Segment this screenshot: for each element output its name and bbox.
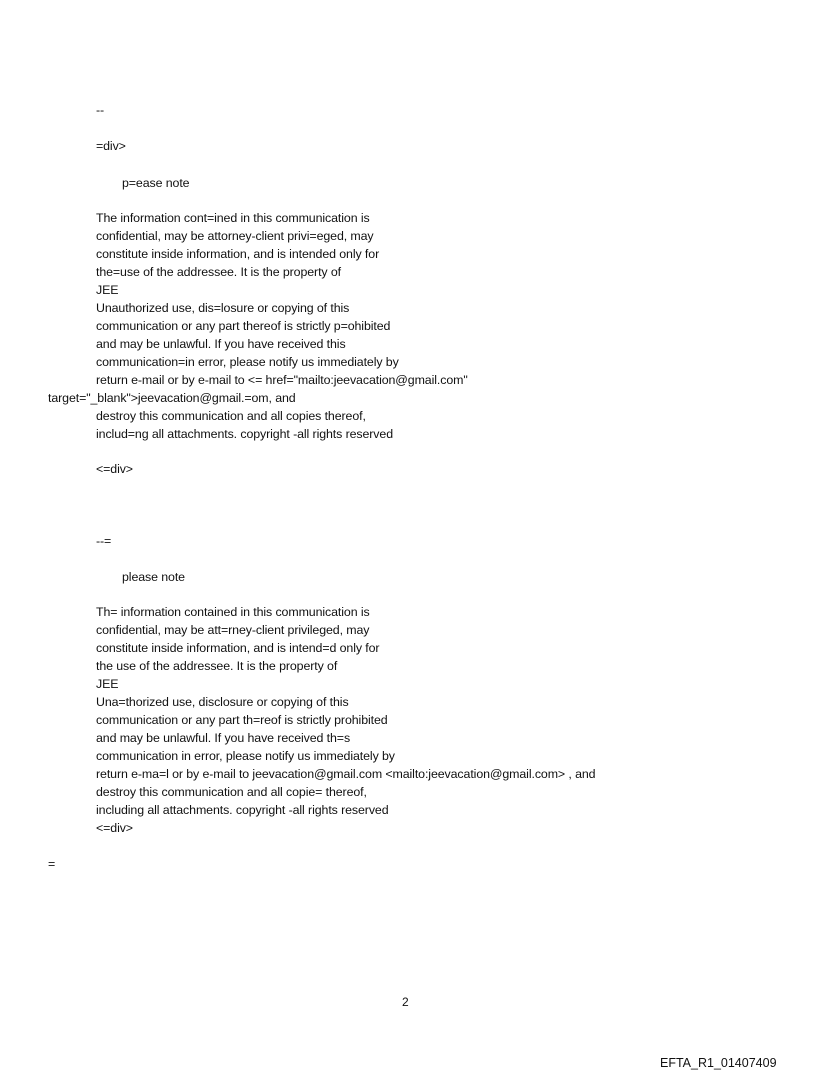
text-line: target="_blank">jeevacation@gmail.=om, and	[48, 391, 296, 405]
text-line: Unauthorized use, dis=losure or copying of this	[96, 301, 350, 315]
text-line: return e-mail or by e-mail to <= href="mailto:jeevacation@gmail.com"	[96, 373, 468, 387]
text-line: and may be unlawful. If you have received th=s	[96, 731, 351, 745]
text-line: return e-ma=l or by e-mail to jeevacation@gmail.com <mailto:jeevacation@gmail.com> , and	[96, 767, 596, 781]
text-line: destroy this communication and all copie= thereof,	[96, 785, 367, 799]
text-line: confidential, may be attorney-client privi=eged, may	[96, 229, 374, 243]
text-line: The information cont=ined in this communication is	[96, 211, 370, 225]
text-line: and may be unlawful. If you have received this	[96, 337, 346, 351]
text-line: Th= information contained in this communication is	[96, 605, 370, 619]
text-line: please note	[122, 570, 185, 584]
text-line: destroy this communication and all copies thereof,	[96, 409, 366, 423]
text-line: JEE	[96, 677, 119, 691]
text-line: JEE	[96, 283, 119, 297]
text-line: the use of the addressee. It is the property of	[96, 659, 338, 673]
text-line: <=div>	[96, 462, 133, 476]
text-line: --	[96, 103, 105, 117]
text-line: confidential, may be att=rney-client privileged, may	[96, 623, 370, 637]
text-line: =div>	[96, 139, 126, 153]
page-number: 2	[402, 995, 409, 1009]
text-line: communication or any part thereof is strictly p=ohibited	[96, 319, 391, 333]
text-line: <=div>	[96, 821, 133, 835]
text-line: communication=in error, please notify us immediately by	[96, 355, 399, 369]
text-line: p=ease note	[122, 176, 190, 190]
text-line: the=use of the addressee. It is the property of	[96, 265, 341, 279]
text-line: constitute inside information, and is intended only for	[96, 247, 380, 261]
text-line: includ=ng all attachments. copyright -all rights reserved	[96, 427, 393, 441]
text-line: communication in error, please notify us immediately by	[96, 749, 395, 763]
text-line: =	[48, 857, 56, 871]
text-line: --=	[96, 534, 112, 548]
text-line: Una=thorized use, disclosure or copying of this	[96, 695, 349, 709]
text-line: including all attachments. copyright -all rights reserved	[96, 803, 389, 817]
text-line: communication or any part th=reof is strictly prohibited	[96, 713, 388, 727]
bates-number: EFTA_R1_01407409	[660, 1056, 777, 1070]
text-line: constitute inside information, and is intend=d only for	[96, 641, 380, 655]
